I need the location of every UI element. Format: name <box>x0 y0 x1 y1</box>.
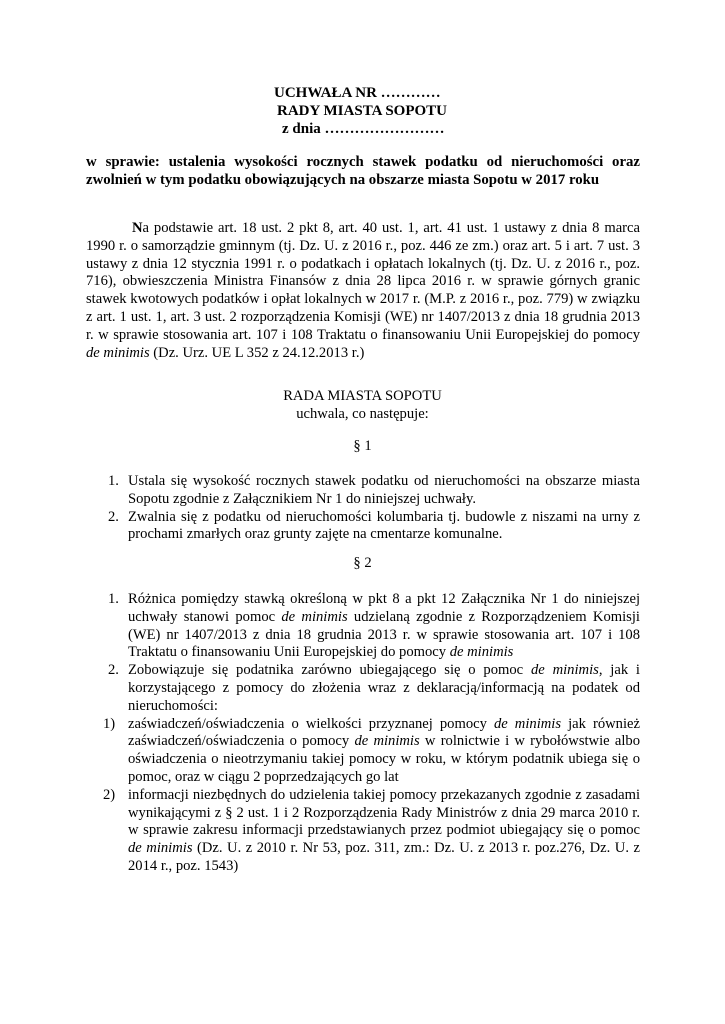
council-title: RADA MIASTA SOPOTU <box>283 388 442 404</box>
list-item-italic: de minimis <box>128 840 193 857</box>
list-item-text: , jak i korzystającego z pomocy do złożenia wraz z deklaracją/informacją na podatek od nieruchomości: <box>128 662 640 714</box>
preamble-italic: de minimis <box>86 344 150 361</box>
legal-basis-paragraph <box>86 220 640 362</box>
council-heading <box>0 388 725 424</box>
resolution-date: z dnia …………………… <box>282 121 445 137</box>
list-item <box>86 509 640 545</box>
section-2-list <box>86 591 640 876</box>
list-item-text: jak również zaświadczeń/oświadczenia o pomocy <box>128 715 640 750</box>
list-item-italic: de minimis <box>354 733 420 750</box>
list-item-number: 2) <box>103 786 116 803</box>
council-name: RADY MIASTA SOPOTU <box>277 103 448 119</box>
list-item <box>86 591 640 662</box>
list-item-text: udzielaną zgodnie z Rozporządzeniem Komisji (WE) nr 1407/2013 z dnia 18 grudnia 2013 r. w sprawie stosowania art. 107 i 108 Traktatu o finansowaniu Unii Europejskiej do pomocy <box>128 608 640 661</box>
preamble-text: a podstawie art. 18 ust. 2 pkt 8, art. 40 ust. 1, art. 41 ust. 1 ustawy z dnia 8 marca 1990 r. o samorządzie gminnym (tj. Dz. U. z 2016 r., poz. 446 ze zm.) oraz art. 5 i art. 7 ust. 3 ustawy z dnia 12 stycznia 1991 r. o podatkach i opłatach lokalnych (tj. Dz. U. z 2016 r., poz. 716), obwieszczenia Ministra Finansów z dnia 28 lipca 2016 r. w sprawie górnych granic stawek kwotowych podatków i opłat lokalnych w 2017 r. (M.P. z 2016 r., poz. 779) w związku z art. 1 ust. 1, art. 3 ust. 2 rozporządzenia Komisji (WE) nr 1407/2013 z dnia 18 grudnia 2013 r. w sprawie stosowania art. 107 i 108 Traktatu o finansowaniu Unii Europejskiej do pomocy <box>86 220 640 343</box>
section-1-list <box>86 473 640 544</box>
list-item <box>86 787 640 876</box>
list-item-number: 1. <box>108 591 119 607</box>
list-item-text: informacji niezbędnych do udzielenia takiej pomocy przekazanych zgodnie z zasadami wynikającymi z § 2 ust. 1 i 2 Rozporządzenia Rady Ministrów z dnia 29 marca 2010 r. w sprawie zakresu informacji przedstawianych przez podmiot ubiegający się o pomoc <box>128 786 640 839</box>
list-item-italic: de minimis <box>281 608 348 625</box>
list-item <box>86 473 640 509</box>
section-2-mark: § 2 <box>353 555 372 571</box>
list-item-text: Ustala się wysokość rocznych stawek podatku od nieruchomości na obszarze miasta Sopotu zgodnie z Załącznikiem Nr 1 do niniejszej uchwały. <box>128 473 640 507</box>
list-item <box>86 662 640 715</box>
list-item-italic: de minimis <box>449 644 514 661</box>
list-item-number: 1) <box>103 715 116 732</box>
section-1-mark: § 1 <box>353 438 372 454</box>
list-item-number: 2. <box>108 662 119 679</box>
list-item-number: 2. <box>108 508 119 525</box>
list-item-text: Zobowiązuje się podatnika zarówno ubiegającego się o pomoc <box>128 662 531 679</box>
preamble-initial: N <box>132 220 143 236</box>
preamble-tail: (Dz. Urz. UE L 352 z 24.12.2013 r.) <box>149 344 365 361</box>
list-item-number: 1. <box>108 473 119 489</box>
list-item-text: w rolnictwie i w rybołówstwie albo oświadczenia o nieotrzymaniu takiej pomocy w roku, w którym podatnik ubiega się o pomoc, oraz w ciągu 2 poprzedzających go lat <box>128 733 640 785</box>
list-item-text: Zwalnia się z podatku od nieruchomości kolumbaria tj. budowle z niszami na urny z prochami zmarłych oraz grunty zajęte na cmentarze komunalne. <box>128 508 640 543</box>
list-item-text: Różnica pomiędzy stawką określoną w pkt 8 a pkt 12 Załącznika Nr 1 do niniejszej uchwały stanowi pomoc <box>128 591 640 625</box>
resolution-number: UCHWAŁA NR ………… <box>274 85 441 101</box>
resolution-subject: w sprawie: ustalenia wysokości rocznych stawek podatku od nieruchomości oraz zwolnień w tym podatku obowiązujących na obszarze miasta Sopotu w 2017 roku <box>86 154 640 188</box>
list-item-italic: de minimis <box>493 715 562 732</box>
list-item-text: zaświadczeń/oświadczenia o wielkości przyznanej pomocy <box>128 715 494 732</box>
resolution-header <box>274 84 447 138</box>
list-item-italic: de minimis <box>530 662 599 679</box>
council-subtitle: uchwala, co następuje: <box>296 405 429 422</box>
list-item-text: (Dz. U. z 2010 r. Nr 53, poz. 311, zm.: Dz. U. z 2013 r. poz.276, Dz. U. z 2014 r., poz. 1543) <box>128 840 640 874</box>
list-item <box>86 716 640 787</box>
